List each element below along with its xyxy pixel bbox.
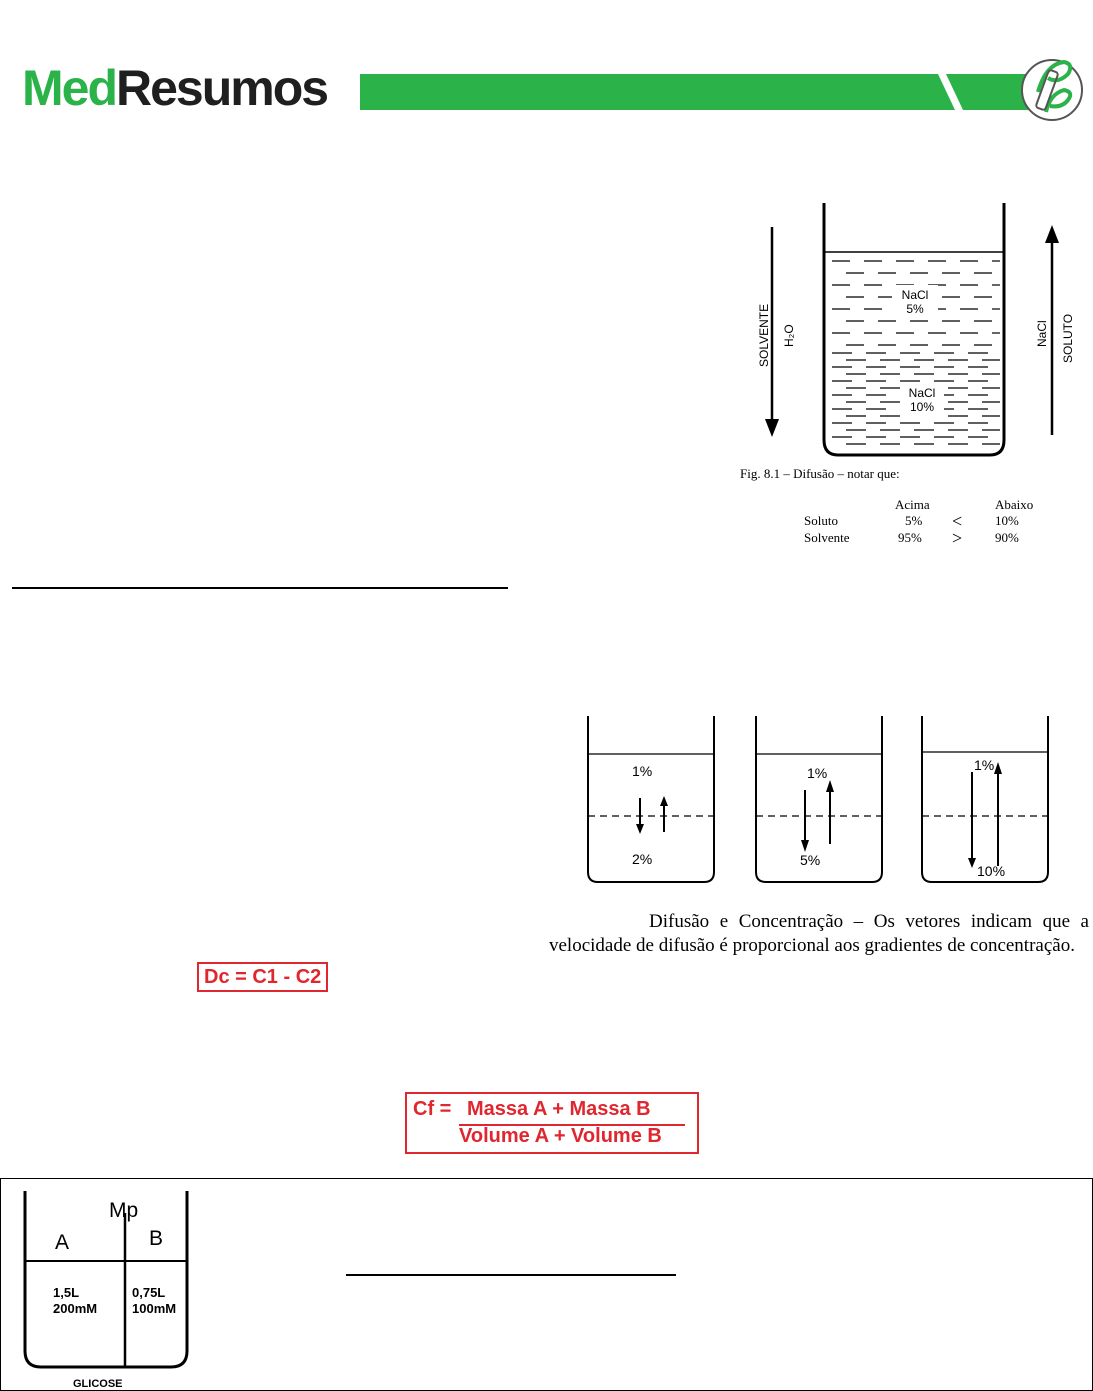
table-cell: 10% [995,513,1019,528]
solute-label: SOLUTO [1061,313,1075,363]
concentration-gradient-figure [580,712,1060,892]
concentration-caption [549,910,1089,958]
table-row-label: Soluto [804,513,838,528]
cf-formula [405,1092,699,1154]
cf-label: Cf = [413,1098,452,1120]
cf-denominator: Volume A + Volume B [459,1125,662,1147]
logo-part-resumos: Resumos [116,60,328,116]
volume-a: 1,5L [53,1285,80,1300]
table-header-below: Abaixo [995,497,1034,512]
logo-part-med: Med [22,60,116,116]
solvent-label: SOLVENTE [757,303,771,367]
example-box [0,1178,1093,1391]
figure-caption: Fig. 8.1 – Difusão – notar que: [740,466,900,481]
volume-b: 0,75L [132,1285,166,1300]
nacl-arrow-label: NaCl [1035,320,1049,347]
beaker1-bottom-conc: 2% [632,851,653,867]
upper-layer-name: NaCl [901,288,929,302]
conc-a: 200mM [53,1301,98,1316]
lower-layer-name: NaCl [908,386,936,400]
conc-b: 100mM [132,1301,177,1316]
cf-numerator: Massa A + Massa B [467,1098,651,1120]
medical-snake-emblem-icon [1022,60,1082,120]
table-cell: 5% [905,513,923,528]
logo [22,58,327,118]
glucose-beaker-diagram [21,1187,191,1389]
beaker1-top-conc: 1% [632,763,653,779]
lower-layer-conc: 10% [909,400,935,414]
water-label: H₂O [782,324,796,347]
beaker2-bottom-conc: 5% [800,852,821,868]
compartment-a-label: A [55,1231,70,1254]
table-cell: 95% [898,530,922,545]
table-cell: 90% [995,530,1019,545]
beaker3-bottom-conc: 10% [977,863,1006,879]
table-sign: < [952,511,963,531]
upper-layer-conc: 5% [906,302,924,316]
beaker3-top-conc: 1% [974,757,995,773]
substance-label: GLICOSE [73,1378,123,1390]
concentration-caption-text: Difusão e Concentração – Os vetores indicam que a velocidade de difusão é proporcional aos gradientes de concentração. [549,911,1089,956]
heading-underline [346,1274,676,1276]
table-row-label: Solvente [804,530,850,545]
table-header-above: Acima [895,497,930,512]
beaker2-top-conc: 1% [807,765,828,781]
compartment-b-label: B [149,1227,164,1250]
membrane-label: Mp [109,1199,139,1222]
dc-formula: Dc = C1 - C2 [197,962,328,992]
table-sign: > [952,528,963,548]
heading-underline [12,587,508,589]
